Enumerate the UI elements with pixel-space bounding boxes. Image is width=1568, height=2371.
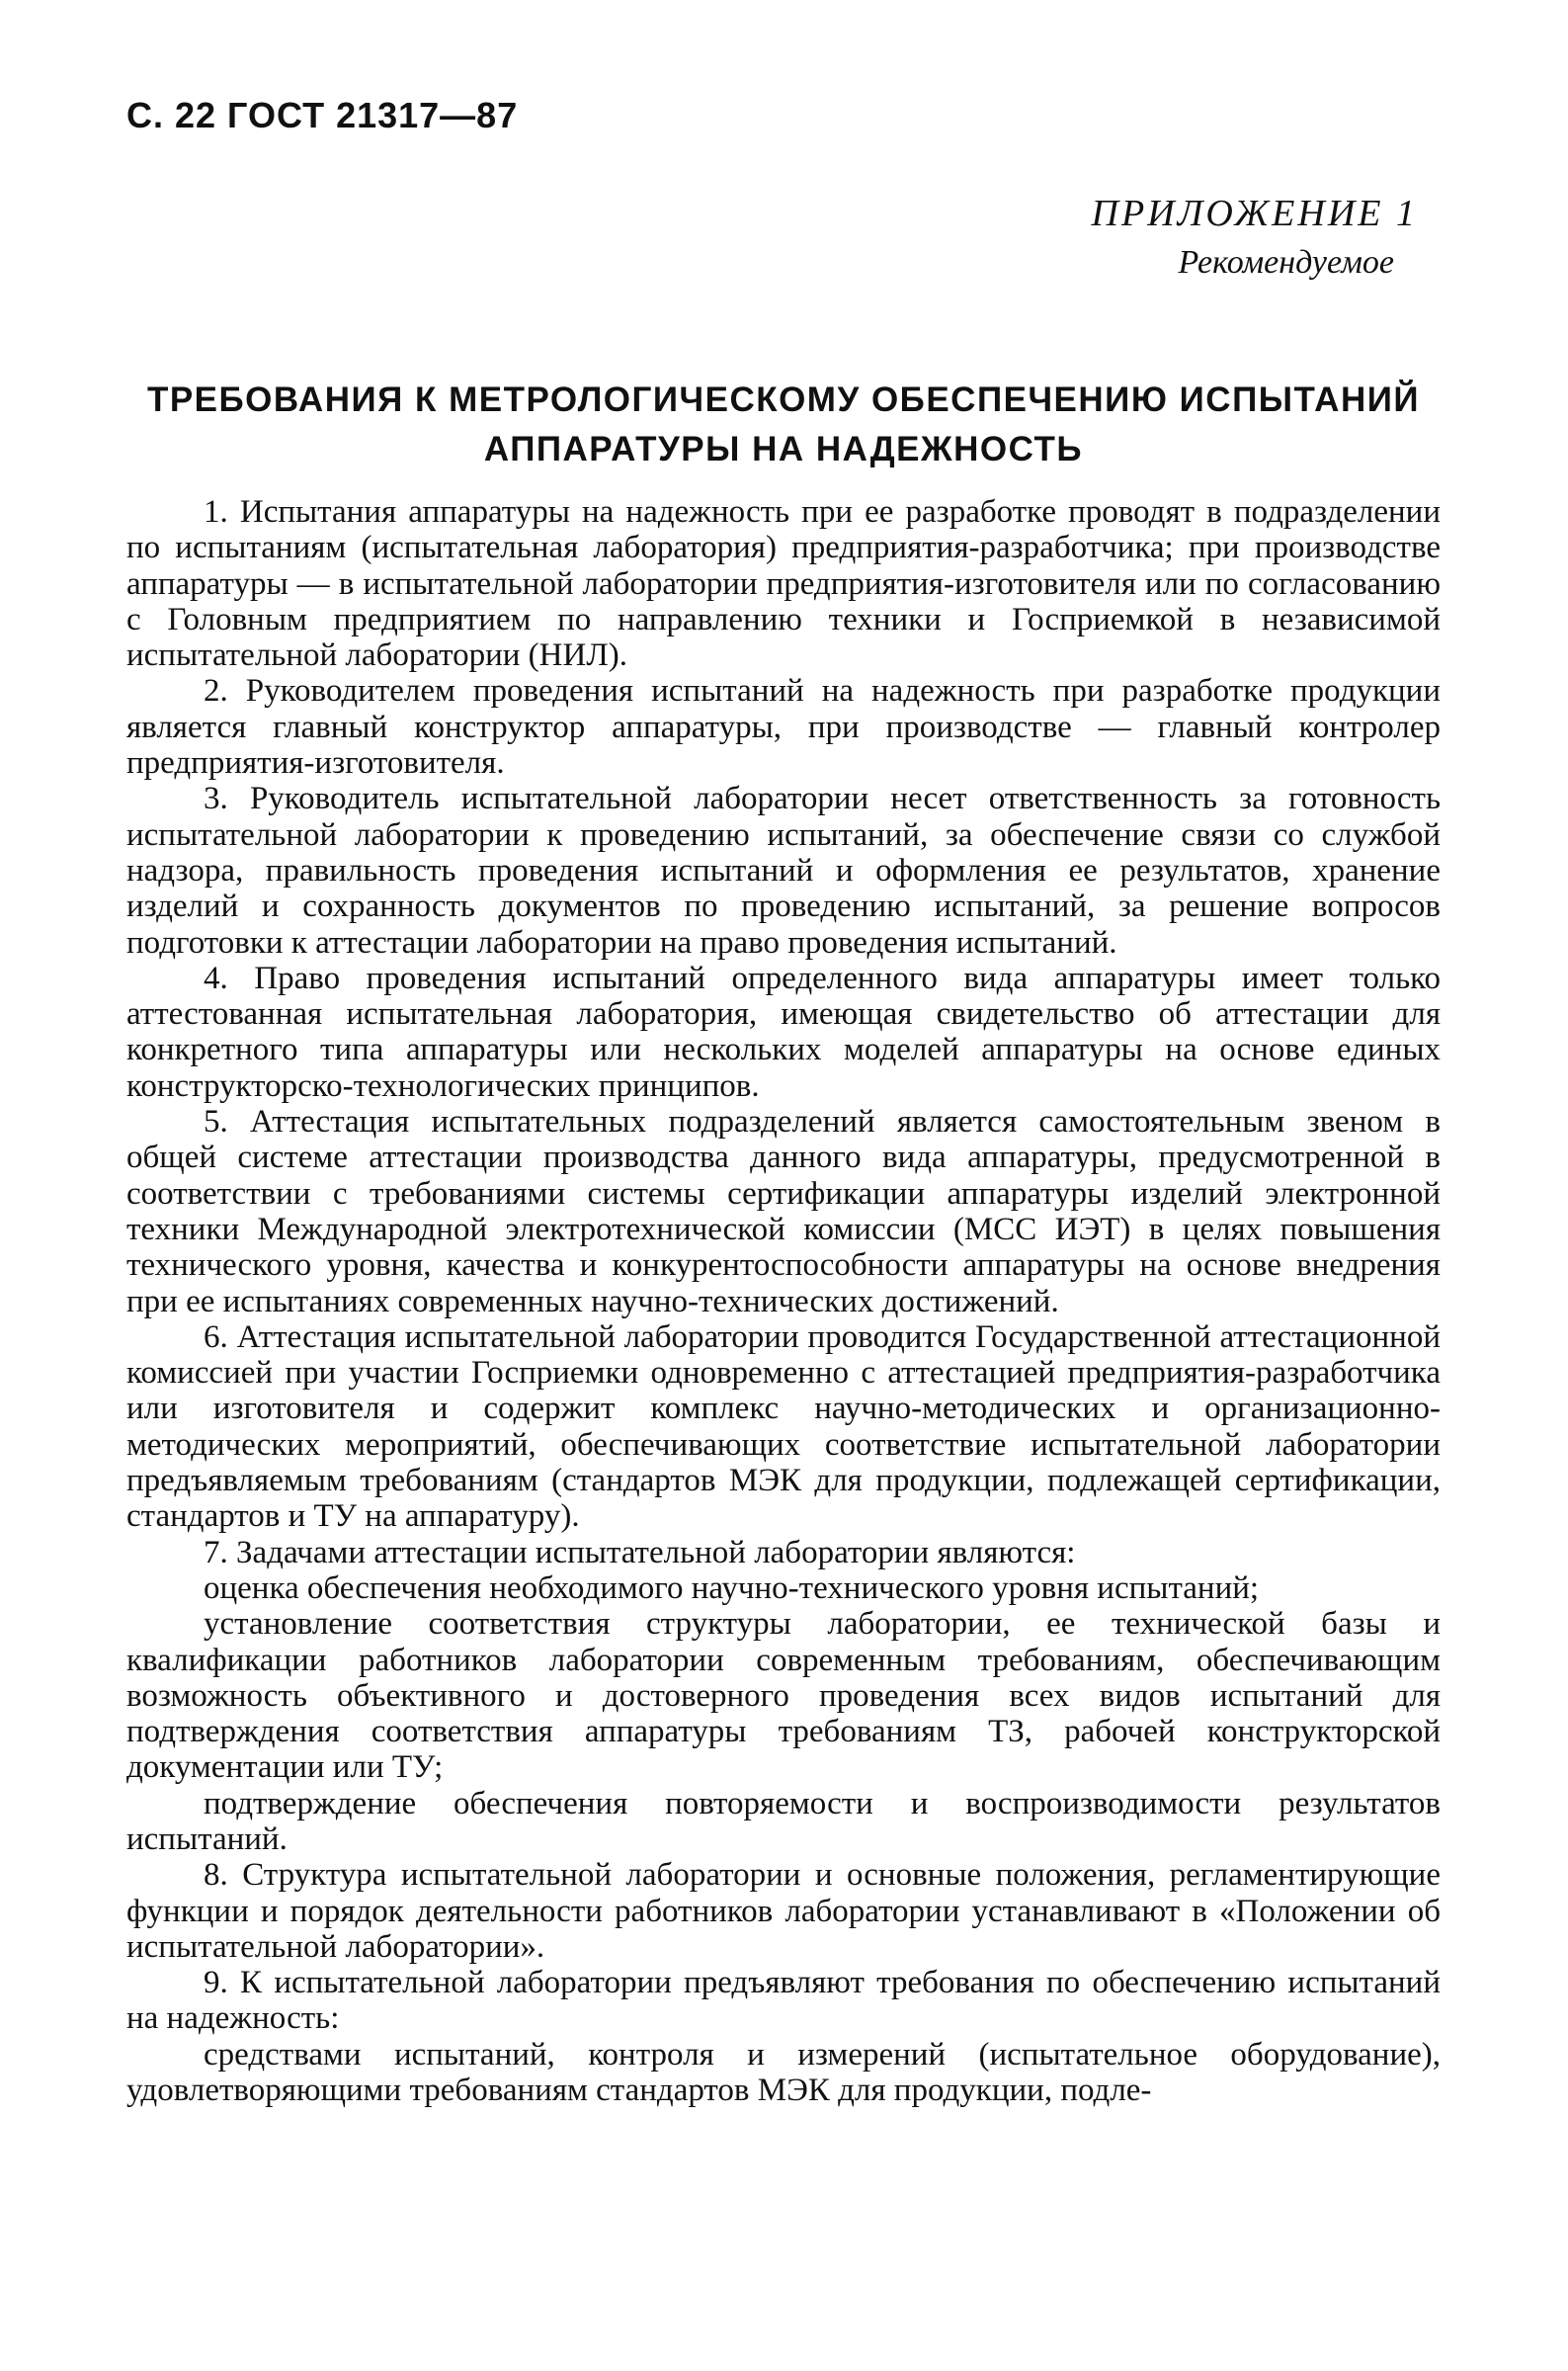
paragraph-6: 6. Аттестация испытательной лаборатории проводится Государственной аттестационной комиссией при участии Госприемки одновременно с аттестацией предприятия-разработчика или изготовителя и содержит комплекс научно-методических и организационно-методических мероприятий, обеспечивающих соответствие испытательной лаборатории предъявляемым требованиям (стандартов МЭК для продукции, подлежащей сертификации, стандартов и ТУ на аппаратуру). <box>126 1318 1441 1535</box>
paragraph-9: 9. К испытательной лаборатории предъявляют требования по обеспечению испытаний на надежность: <box>126 1965 1441 2037</box>
page-header: С. 22 ГОСТ 21317—87 <box>126 95 519 135</box>
document-title <box>126 376 1441 474</box>
paragraph-3: 3. Руководитель испытательной лаборатории несет ответственность за готовность испытательной лаборатории к проведению испытаний, за обеспечение связи со службой надзора, правильность проведения испытаний и оформления ее результатов, хранение изделий и сохранность документов по проведению испытаний, за решение вопросов подготовки к аттестации лаборатории на право проведения испытаний. <box>126 781 1441 961</box>
paragraph-7: 7. Задачами аттестации испытательной лаборатории являются: <box>204 1534 1076 1570</box>
paragraph-7-item-3: подтверждение обеспечения повторяемости и воспроизводимости результатов испытаний. <box>126 1785 1441 1857</box>
appendix-title: ПРИЛОЖЕНИЕ 1 <box>1091 193 1418 234</box>
paragraph-9-item-1: средствами испытаний, контроля и измерений (испытательное оборудование), удовлетворяющими требованиям стандартов МЭК для продукции, подле- <box>126 2036 1441 2109</box>
paragraph-2: 2. Руководителем проведения испытаний на надежность при разработке продукции является главный конструктор аппаратуры, при производстве — главный контролер предприятия-изготовителя. <box>126 673 1441 782</box>
appendix-status: Рекомендуемое <box>1178 244 1394 281</box>
paragraph-7-item-1: оценка обеспечения необходимого научно-технического уровня испытаний; <box>204 1569 1260 1606</box>
paragraph-5: 5. Аттестация испытательных подразделений является самостоятельным звеном в общей системе аттестации производства данного вида аппаратуры, предусмотренной в соответствии с требованиями системы сертификации аппаратуры изделий электронной техники Международной электротехнической комиссии (МСС ИЭТ) в целях повышения технического уровня, качества и конкурентоспособности аппаратуры на основе внедрения при ее испытаниях современных научно-технических достижений. <box>126 1104 1441 1319</box>
appendix-block <box>1092 188 1418 287</box>
document-body <box>126 494 1441 2108</box>
document-title-line-1: ТРЕБОВАНИЯ К МЕТРОЛОГИЧЕСКОМУ ОБЕСПЕЧЕНИЮ ИСПЫТАНИЙ <box>146 381 1421 419</box>
paragraph-4: 4. Право проведения испытаний определенного вида аппаратуры имеет только аттестованная испытательная лаборатория, имеющая свидетельство об аттестации для конкретного типа аппаратуры или нескольких моделей аппаратуры на основе единых конструкторско-технологических принципов. <box>126 960 1441 1104</box>
document-title-line-2: АППАРАТУРЫ НА НАДЕЖНОСТЬ <box>483 430 1084 468</box>
paragraph-8: 8. Структура испытательной лаборатории и основные положения, регламентирующие функции и порядок деятельности работников лаборатории устанавливают в «Положении об испытательной лаборатории». <box>126 1857 1441 1965</box>
paragraph-1: 1. Испытания аппаратуры на надежность при ее разработке проводят в подразделении по испытаниям (испытательная лаборатория) предприятия-разработчика; при производстве аппаратуры — в испытательной лаборатории предприятия-изготовителя или по согласованию с Головным предприятием по направлению техники и Госприемкой в независимой испытательной лаборатории (НИЛ). <box>126 494 1441 674</box>
paragraph-7-item-2: установление соответствия структуры лаборатории, ее технической базы и квалификации работников лаборатории современным требованиям, обеспечивающим возможность объективного и достоверного проведения всех видов испытаний для подтверждения соответствия аппаратуры требованиям ТЗ, рабочей конструкторской документации или ТУ; <box>126 1606 1441 1786</box>
